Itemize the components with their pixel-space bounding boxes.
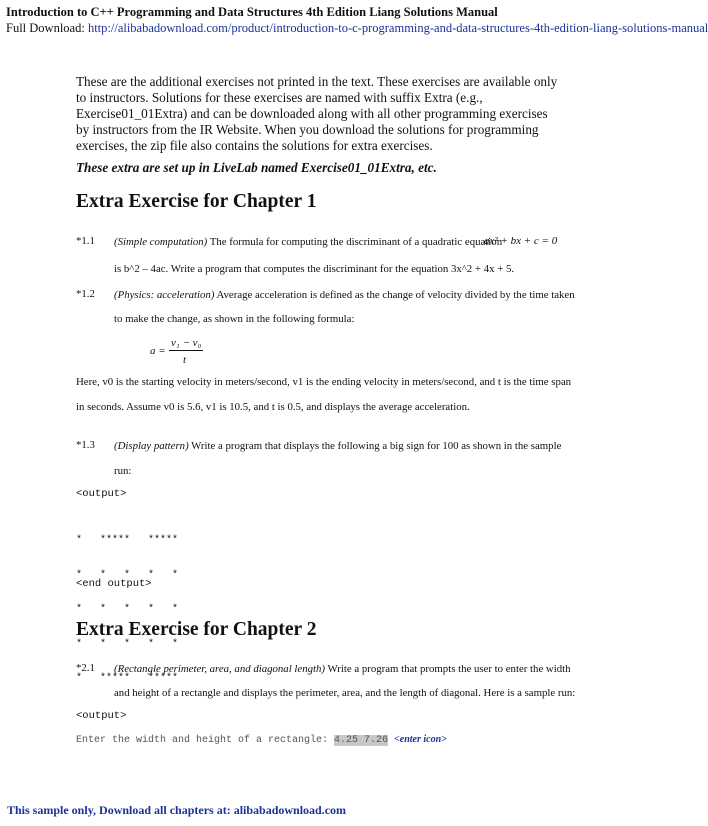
exercise-1-2-para-line1: Here, v0 is the starting velocity in meters/second, v1 is the ending velocity in meters/second, and t is the time span	[76, 376, 572, 388]
formula-lhs: a =	[150, 345, 166, 357]
chapter2-heading: Extra Exercise for Chapter 2	[76, 619, 317, 640]
download-label: Full Download:	[6, 21, 88, 35]
exercise-1-1-text: (Simple computation) The formula for computing the discriminant of a quadratic equation	[114, 236, 503, 248]
pattern-line: * * * * *	[76, 604, 179, 615]
exercise-1-1-line2: is b^2 – 4ac. Write a program that computes the discriminant for the equation 3x^2 + 4x + 5.	[114, 263, 515, 275]
pattern-line: * ***** *****	[76, 673, 179, 684]
download-link[interactable]: http://alibabadownload.com/product/introduction-to-c-programming-and-data-structures-4th-edition-liang-solutions-manual	[87, 21, 708, 35]
formula-numerator: v₁ − v₀	[171, 337, 202, 349]
exercise-1-3-line2: run:	[114, 465, 132, 477]
pattern-line: * * * * *	[76, 638, 179, 650]
exercise-1-2-line2: to make the change, as shown in the following formula:	[114, 313, 355, 325]
pattern-line: * ***** *****	[76, 535, 179, 546]
enter-icon: <enter icon>	[394, 734, 447, 745]
exercise-number: *1.1	[76, 235, 95, 247]
pattern-line: * * * * *	[76, 569, 179, 581]
formula-denominator: t	[183, 354, 187, 366]
prompt-text: Enter the width and height of a rectangle:	[76, 735, 335, 746]
livelab-note: These extra are set up in LiveLab named Exercise01_01Extra, etc.	[76, 160, 437, 175]
exercise-topic: (Physics: acceleration)	[114, 289, 215, 301]
footer-download-link[interactable]: This sample only, Download all chapters at: alibabadownload.com	[7, 803, 347, 817]
exercise-number: *2.1	[76, 662, 95, 674]
exercise-number: *1.2	[76, 288, 95, 300]
output-open-tag: <output>	[76, 488, 127, 500]
intro-section	[76, 74, 561, 176]
page-header	[6, 4, 708, 36]
document-title: Introduction to C++ Programming and Data Structures 4th Edition Liang Solutions Manual	[6, 5, 498, 19]
intro-paragraph: These are the additional exercises not printed in the text. These exercises are available only to instructors. Solutions for these exercises are named with suffix Extra (e.g., Exercise01_01Extra) and can be downloaded along with all other programming exercises by instructors from the IR Website. When you download the solutions for programming exercises, the zip file also contains the solutions for extra exercises.	[76, 74, 558, 153]
exercise-2-1-line2: and height of a rectangle and displays the perimeter, area, and the length of diagonal. Here is a sample run:	[114, 687, 576, 699]
output-open-tag: <output>	[76, 710, 127, 722]
sample-run-line	[76, 734, 447, 747]
user-input: 4.25 7.26	[334, 735, 389, 746]
exercise-number: *1.3	[76, 439, 95, 451]
exercise-1-2-text: (Physics: acceleration) Average acceleration is defined as the change of velocity divided by the time taken	[114, 289, 575, 301]
exercise-topic: (Display pattern)	[114, 440, 189, 452]
exercise-2-1-text: (Rectangle perimeter, area, and diagonal length) Write a program that prompts the user to enter the width	[114, 663, 571, 675]
exercise-topic: (Rectangle perimeter, area, and diagonal length)	[114, 663, 325, 675]
exercise-topic: (Simple computation)	[114, 236, 208, 248]
output-close-tag: <end output>	[76, 578, 152, 590]
chapter1-heading: Extra Exercise for Chapter 1	[76, 191, 317, 212]
exercise-1-3-text: (Display pattern) Write a program that displays the following a big sign for 100 as shown in the sample	[114, 440, 562, 452]
quadratic-equation: ax² + bx + c = 0	[484, 235, 558, 247]
exercise-1-2-para-line2: in seconds. Assume v0 is 5.6, v1 is 10.5, and t is 0.5, and displays the average acceleration.	[76, 401, 470, 413]
download-line	[6, 20, 708, 36]
